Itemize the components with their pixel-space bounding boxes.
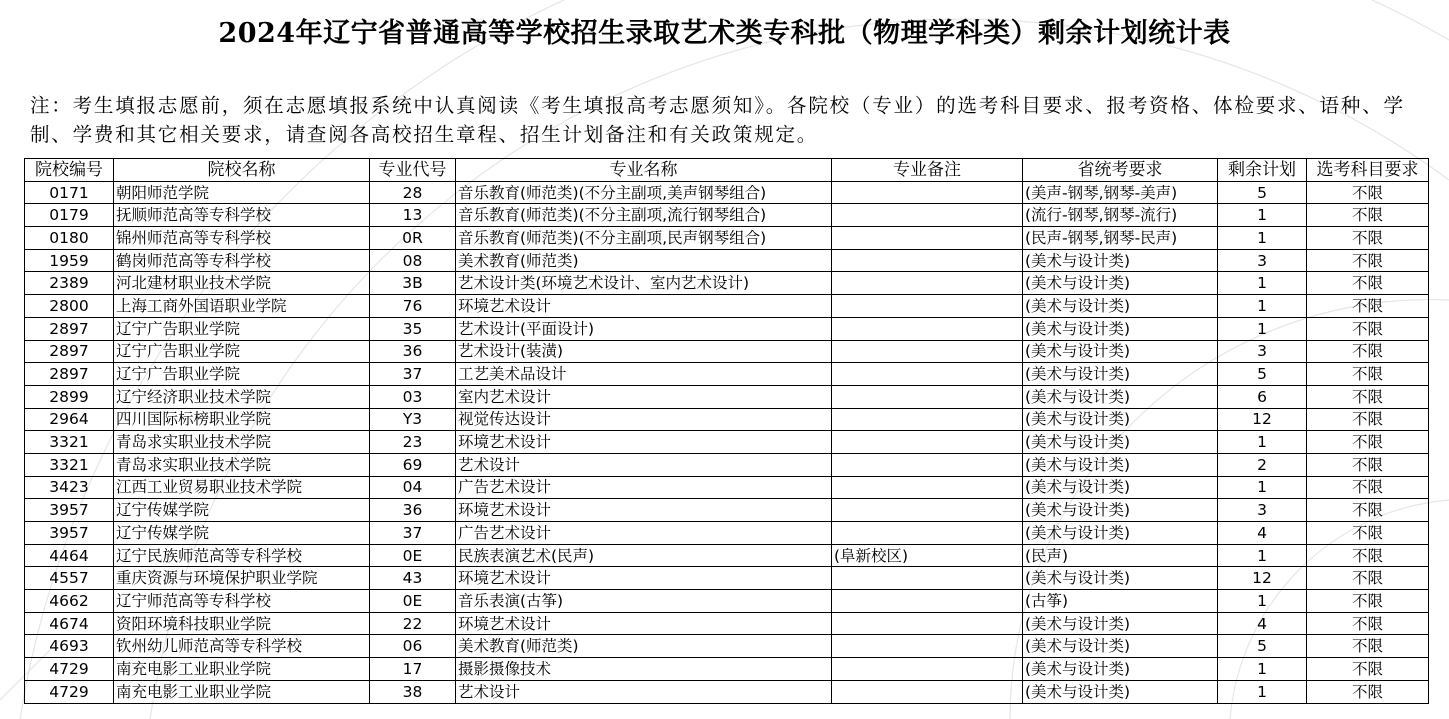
school-name-cell: 朝阳师范学院 [114,181,370,204]
major-code-cell: 0E [370,544,456,567]
major-remark-cell [832,635,1023,658]
table-row [25,522,1429,545]
table-row [25,612,1429,635]
school-name-cell: 辽宁广告职业学院 [114,363,370,386]
school-code-cell: 3423 [25,476,114,499]
table-row [25,317,1429,340]
school-code-cell: 4557 [25,567,114,590]
subject-requirement-cell: 不限 [1307,272,1429,295]
major-name-cell: 环境艺术设计 [456,295,832,318]
school-code-cell: 3321 [25,431,114,454]
subject-requirement-cell: 不限 [1307,227,1429,250]
table-row [25,408,1429,431]
table-row [25,272,1429,295]
major-remark-cell: (阜新校区) [832,544,1023,567]
school-name-cell: 辽宁经济职业技术学院 [114,385,370,408]
school-code-cell: 2964 [25,408,114,431]
school-name-cell: 辽宁广告职业学院 [114,317,370,340]
subject-requirement-cell: 不限 [1307,181,1429,204]
major-code-cell: 38 [370,680,456,703]
table-row [25,340,1429,363]
major-remark-cell [832,317,1023,340]
major-name-cell: 美术教育(师范类) [456,249,832,272]
major-code-cell: 06 [370,635,456,658]
exam-requirement-cell: (美声-钢琴,钢琴-美声) [1023,181,1218,204]
remaining-plan-cell: 1 [1218,295,1307,318]
school-code-cell: 1959 [25,249,114,272]
remaining-plan-cell: 6 [1218,385,1307,408]
remaining-plan-cell: 12 [1218,408,1307,431]
remaining-plan-cell: 1 [1218,204,1307,227]
remaining-plan-cell: 2 [1218,453,1307,476]
major-remark-cell [832,612,1023,635]
subject-requirement-cell: 不限 [1307,249,1429,272]
major-name-cell: 美术教育(师范类) [456,635,832,658]
school-name-cell: 重庆资源与环境保护职业学院 [114,567,370,590]
remaining-plan-cell: 4 [1218,612,1307,635]
subject-requirement-cell: 不限 [1307,499,1429,522]
remaining-plan-cell: 1 [1218,227,1307,250]
major-code-cell: 0R [370,227,456,250]
major-code-cell: 13 [370,204,456,227]
exam-requirement-cell: (流行-钢琴,钢琴-流行) [1023,204,1218,227]
subject-requirement-cell: 不限 [1307,590,1429,613]
major-remark-cell [832,272,1023,295]
exam-requirement-cell: (美术与设计类) [1023,680,1218,703]
school-name-cell: 辽宁传媒学院 [114,522,370,545]
major-remark-cell [832,590,1023,613]
major-code-cell: 0E [370,590,456,613]
table-row [25,385,1429,408]
page-title: 2024年辽宁省普通高等学校招生录取艺术类专科批（物理学科类）剩余计划统计表 [218,18,1231,49]
subject-requirement-cell: 不限 [1307,431,1429,454]
exam-requirement-cell: (美术与设计类) [1023,295,1218,318]
subject-requirement-cell: 不限 [1307,544,1429,567]
exam-requirement-cell: (美术与设计类) [1023,635,1218,658]
school-code-cell: 3321 [25,453,114,476]
column-header-major-code: 专业代号 [370,159,456,182]
school-name-cell: 钦州幼儿师范高等专科学校 [114,635,370,658]
major-name-cell: 艺术设计 [456,453,832,476]
table-row [25,181,1429,204]
major-code-cell: 43 [370,567,456,590]
column-header-subject-requirement: 选考科目要求 [1307,159,1429,182]
exam-requirement-cell: (美术与设计类) [1023,499,1218,522]
school-code-cell: 3957 [25,499,114,522]
remaining-plan-cell: 3 [1218,499,1307,522]
major-remark-cell [832,499,1023,522]
major-remark-cell [832,658,1023,681]
exam-requirement-cell: (美术与设计类) [1023,363,1218,386]
school-name-cell: 江西工业贸易职业技术学院 [114,476,370,499]
table-row [25,249,1429,272]
remaining-plan-cell: 1 [1218,476,1307,499]
major-name-cell: 音乐教育(师范类)(不分主副项,民声钢琴组合) [456,227,832,250]
major-name-cell: 环境艺术设计 [456,567,832,590]
column-header-remaining-plan: 剩余计划 [1218,159,1307,182]
school-name-cell: 抚顺师范高等专科学校 [114,204,370,227]
school-code-cell: 4693 [25,635,114,658]
major-code-cell: 23 [370,431,456,454]
exam-requirement-cell: (民声) [1023,544,1218,567]
table-body [25,181,1429,703]
school-name-cell: 青岛求实职业技术学院 [114,431,370,454]
column-header-school-code: 院校编号 [25,159,114,182]
school-code-cell: 2897 [25,317,114,340]
table-row [25,658,1429,681]
major-name-cell: 艺术设计类(环境艺术设计、室内艺术设计) [456,272,832,295]
exam-requirement-cell: (美术与设计类) [1023,658,1218,681]
major-remark-cell [832,453,1023,476]
major-name-cell: 音乐教育(师范类)(不分主副项,流行钢琴组合) [456,204,832,227]
major-name-cell: 广告艺术设计 [456,476,832,499]
school-code-cell: 2897 [25,340,114,363]
exam-requirement-cell: (美术与设计类) [1023,612,1218,635]
remaining-plan-cell: 12 [1218,567,1307,590]
remaining-plan-cell: 5 [1218,181,1307,204]
subject-requirement-cell: 不限 [1307,522,1429,545]
table-row [25,544,1429,567]
remaining-plan-table [24,158,1429,704]
column-header-school-name: 院校名称 [114,159,370,182]
school-name-cell: 上海工商外国语职业学院 [114,295,370,318]
school-name-cell: 四川国际标榜职业学院 [114,408,370,431]
school-name-cell: 河北建材职业技术学院 [114,272,370,295]
table-row [25,453,1429,476]
major-code-cell: 37 [370,363,456,386]
subject-requirement-cell: 不限 [1307,363,1429,386]
subject-requirement-cell: 不限 [1307,635,1429,658]
column-header-major-name: 专业名称 [456,159,832,182]
school-name-cell: 辽宁广告职业学院 [114,340,370,363]
subject-requirement-cell: 不限 [1307,567,1429,590]
remaining-plan-cell: 5 [1218,635,1307,658]
school-name-cell: 辽宁传媒学院 [114,499,370,522]
table-row [25,431,1429,454]
column-header-exam-requirement: 省统考要求 [1023,159,1218,182]
exam-requirement-cell: (民声-钢琴,钢琴-民声) [1023,227,1218,250]
major-name-cell: 摄影摄像技术 [456,658,832,681]
major-code-cell: 36 [370,499,456,522]
major-name-cell: 视觉传达设计 [456,408,832,431]
subject-requirement-cell: 不限 [1307,385,1429,408]
major-remark-cell [832,567,1023,590]
remaining-plan-cell: 5 [1218,363,1307,386]
notice-text: 注：考生填报志愿前，须在志愿填报系统中认真阅读《考生填报高考志愿须知》。各院校（专业）的选考科目要求、报考资格、体检要求、语种、学制、学费和其它相关要求，请查阅各高校招生章程、招生计划备注和有关政策规定。 [30,94,1405,146]
major-remark-cell [832,363,1023,386]
major-name-cell: 室内艺术设计 [456,385,832,408]
major-remark-cell [832,408,1023,431]
major-remark-cell [832,476,1023,499]
major-code-cell: 35 [370,317,456,340]
major-name-cell: 艺术设计(平面设计) [456,317,832,340]
remaining-plan-cell: 3 [1218,249,1307,272]
major-name-cell: 音乐教育(师范类)(不分主副项,美声钢琴组合) [456,181,832,204]
exam-requirement-cell: (美术与设计类) [1023,385,1218,408]
subject-requirement-cell: 不限 [1307,295,1429,318]
school-name-cell: 锦州师范高等专科学校 [114,227,370,250]
subject-requirement-cell: 不限 [1307,453,1429,476]
table-row [25,590,1429,613]
major-remark-cell [832,431,1023,454]
exam-requirement-cell: (美术与设计类) [1023,522,1218,545]
school-code-cell: 0179 [25,204,114,227]
major-name-cell: 环境艺术设计 [456,612,832,635]
school-code-cell: 2899 [25,385,114,408]
school-code-cell: 4729 [25,658,114,681]
school-code-cell: 3957 [25,522,114,545]
subject-requirement-cell: 不限 [1307,680,1429,703]
school-name-cell: 南充电影工业职业学院 [114,658,370,681]
school-code-cell: 2800 [25,295,114,318]
remaining-plan-cell: 1 [1218,544,1307,567]
table-row [25,295,1429,318]
major-code-cell: 3B [370,272,456,295]
remaining-plan-cell: 1 [1218,590,1307,613]
major-remark-cell [832,680,1023,703]
remaining-plan-cell: 1 [1218,317,1307,340]
school-code-cell: 4464 [25,544,114,567]
remaining-plan-cell: 1 [1218,680,1307,703]
table-row [25,204,1429,227]
major-code-cell: 76 [370,295,456,318]
subject-requirement-cell: 不限 [1307,204,1429,227]
major-remark-cell [832,204,1023,227]
major-remark-cell [832,181,1023,204]
table-row [25,635,1429,658]
subject-requirement-cell: 不限 [1307,658,1429,681]
major-name-cell: 民族表演艺术(民声) [456,544,832,567]
table-row [25,680,1429,703]
exam-requirement-cell: (美术与设计类) [1023,476,1218,499]
major-name-cell: 音乐表演(古筝) [456,590,832,613]
school-code-cell: 0171 [25,181,114,204]
school-code-cell: 2389 [25,272,114,295]
remaining-plan-cell: 1 [1218,272,1307,295]
column-header-major-remark: 专业备注 [832,159,1023,182]
major-remark-cell [832,249,1023,272]
remaining-plan-cell: 4 [1218,522,1307,545]
major-code-cell: 69 [370,453,456,476]
school-code-cell: 4729 [25,680,114,703]
major-code-cell: 28 [370,181,456,204]
table-row [25,499,1429,522]
exam-requirement-cell: (美术与设计类) [1023,567,1218,590]
exam-requirement-cell: (美术与设计类) [1023,272,1218,295]
school-name-cell: 辽宁师范高等专科学校 [114,590,370,613]
school-name-cell: 辽宁民族师范高等专科学校 [114,544,370,567]
exam-requirement-cell: (美术与设计类) [1023,431,1218,454]
major-remark-cell [832,522,1023,545]
major-remark-cell [832,340,1023,363]
school-code-cell: 2897 [25,363,114,386]
remaining-plan-cell: 3 [1218,340,1307,363]
major-name-cell: 工艺美术品设计 [456,363,832,386]
subject-requirement-cell: 不限 [1307,317,1429,340]
school-name-cell: 青岛求实职业技术学院 [114,453,370,476]
exam-requirement-cell: (美术与设计类) [1023,408,1218,431]
major-name-cell: 艺术设计(装潢) [456,340,832,363]
table-header-row [25,159,1429,182]
school-code-cell: 4662 [25,590,114,613]
school-name-cell: 资阳环境科技职业学院 [114,612,370,635]
exam-requirement-cell: (美术与设计类) [1023,317,1218,340]
major-remark-cell [832,227,1023,250]
major-code-cell: 17 [370,658,456,681]
major-remark-cell [832,385,1023,408]
subject-requirement-cell: 不限 [1307,340,1429,363]
major-code-cell: 08 [370,249,456,272]
major-code-cell: Y3 [370,408,456,431]
major-name-cell: 艺术设计 [456,680,832,703]
major-name-cell: 环境艺术设计 [456,499,832,522]
major-remark-cell [832,295,1023,318]
subject-requirement-cell: 不限 [1307,408,1429,431]
major-code-cell: 22 [370,612,456,635]
table-row [25,227,1429,250]
major-code-cell: 04 [370,476,456,499]
table-row [25,363,1429,386]
exam-requirement-cell: (美术与设计类) [1023,453,1218,476]
exam-requirement-cell: (美术与设计类) [1023,340,1218,363]
major-name-cell: 环境艺术设计 [456,431,832,454]
major-code-cell: 03 [370,385,456,408]
school-code-cell: 4674 [25,612,114,635]
remaining-plan-cell: 1 [1218,658,1307,681]
major-code-cell: 37 [370,522,456,545]
subject-requirement-cell: 不限 [1307,612,1429,635]
table-row [25,567,1429,590]
major-code-cell: 36 [370,340,456,363]
school-name-cell: 南充电影工业职业学院 [114,680,370,703]
school-name-cell: 鹤岗师范高等专科学校 [114,249,370,272]
exam-requirement-cell: (古筝) [1023,590,1218,613]
subject-requirement-cell: 不限 [1307,476,1429,499]
remaining-plan-cell: 1 [1218,431,1307,454]
school-code-cell: 0180 [25,227,114,250]
major-name-cell: 广告艺术设计 [456,522,832,545]
table-row [25,476,1429,499]
exam-requirement-cell: (美术与设计类) [1023,249,1218,272]
